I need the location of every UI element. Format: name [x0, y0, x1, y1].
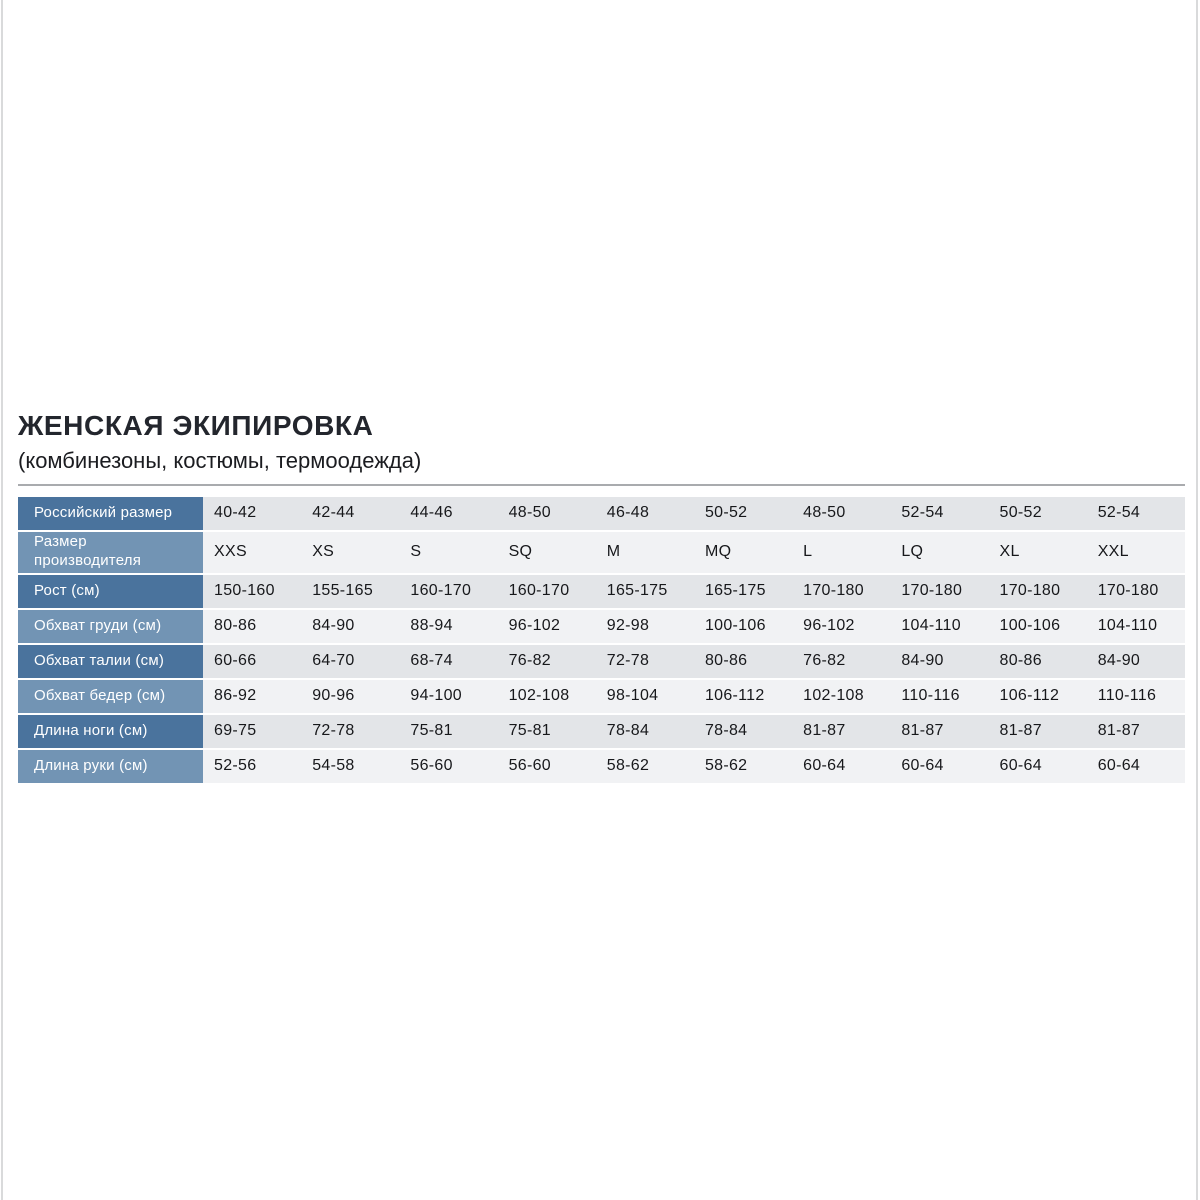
- size-cell: 106-112: [694, 680, 792, 715]
- size-cell: XL: [989, 532, 1087, 575]
- size-cell: 75-81: [498, 715, 596, 750]
- row-label: Размер производителя: [18, 532, 203, 575]
- size-cell: 170-180: [890, 575, 988, 610]
- size-cell: 81-87: [792, 715, 890, 750]
- row-label: Обхват груди (см): [18, 610, 203, 645]
- size-cell: 170-180: [1087, 575, 1185, 610]
- row-label: Длина руки (см): [18, 750, 203, 785]
- size-cell: 80-86: [989, 645, 1087, 680]
- size-cell: 72-78: [596, 645, 694, 680]
- size-cell: 81-87: [890, 715, 988, 750]
- size-chart-section: [18, 411, 1185, 785]
- size-cell: 64-70: [301, 645, 399, 680]
- size-cell: 98-104: [596, 680, 694, 715]
- divider-line: [18, 484, 1185, 486]
- row-label: Обхват талии (см): [18, 645, 203, 680]
- size-cell: 110-116: [890, 680, 988, 715]
- size-cell: 50-52: [694, 497, 792, 532]
- size-cell: 54-58: [301, 750, 399, 785]
- size-cell: 72-78: [301, 715, 399, 750]
- size-cell: 78-84: [694, 715, 792, 750]
- size-cell: 170-180: [792, 575, 890, 610]
- size-cell: 165-175: [694, 575, 792, 610]
- size-cell: SQ: [498, 532, 596, 575]
- size-cell: 60-64: [890, 750, 988, 785]
- size-cell: 76-82: [792, 645, 890, 680]
- size-cell: 52-54: [890, 497, 988, 532]
- size-cell: 58-62: [694, 750, 792, 785]
- table-row: [18, 575, 1185, 610]
- table-row: [18, 715, 1185, 750]
- size-cell: 160-170: [498, 575, 596, 610]
- size-cell: 60-66: [203, 645, 301, 680]
- size-cell: 90-96: [301, 680, 399, 715]
- page-left-border: [1, 0, 3, 1200]
- size-cell: 81-87: [1087, 715, 1185, 750]
- size-cell: 40-42: [203, 497, 301, 532]
- size-cell: 170-180: [989, 575, 1087, 610]
- size-cell: 165-175: [596, 575, 694, 610]
- size-cell: 100-106: [989, 610, 1087, 645]
- size-cell: 104-110: [890, 610, 988, 645]
- size-cell: 84-90: [890, 645, 988, 680]
- table-row: [18, 532, 1185, 575]
- size-cell: 52-54: [1087, 497, 1185, 532]
- size-cell: 50-52: [989, 497, 1087, 532]
- size-cell: 56-60: [498, 750, 596, 785]
- size-cell: 88-94: [399, 610, 497, 645]
- row-label: Рост (см): [18, 575, 203, 610]
- size-cell: LQ: [890, 532, 988, 575]
- size-cell: L: [792, 532, 890, 575]
- row-label: Российский размер: [18, 497, 203, 532]
- size-cell: 80-86: [694, 645, 792, 680]
- size-cell: XXL: [1087, 532, 1185, 575]
- size-cell: 78-84: [596, 715, 694, 750]
- size-cell: 92-98: [596, 610, 694, 645]
- size-cell: 84-90: [301, 610, 399, 645]
- table-row: [18, 610, 1185, 645]
- size-cell: 60-64: [792, 750, 890, 785]
- size-cell: 75-81: [399, 715, 497, 750]
- size-cell: 100-106: [694, 610, 792, 645]
- size-cell: 80-86: [203, 610, 301, 645]
- size-cell: 60-64: [1087, 750, 1185, 785]
- size-cell: 96-102: [498, 610, 596, 645]
- size-cell: XS: [301, 532, 399, 575]
- size-cell: 44-46: [399, 497, 497, 532]
- page-subtitle: (комбинезоны, костюмы, термоодежда): [18, 448, 422, 474]
- size-cell: 60-64: [989, 750, 1087, 785]
- size-cell: 81-87: [989, 715, 1087, 750]
- size-cell: 150-160: [203, 575, 301, 610]
- size-cell: 48-50: [792, 497, 890, 532]
- size-cell: 42-44: [301, 497, 399, 532]
- size-cell: 69-75: [203, 715, 301, 750]
- page-right-border: [1196, 0, 1198, 1200]
- size-cell: 86-92: [203, 680, 301, 715]
- table-row: [18, 750, 1185, 785]
- size-cell: S: [399, 532, 497, 575]
- size-cell: 106-112: [989, 680, 1087, 715]
- size-cell: 46-48: [596, 497, 694, 532]
- size-cell: 104-110: [1087, 610, 1185, 645]
- table-row: [18, 645, 1185, 680]
- size-cell: 160-170: [399, 575, 497, 610]
- table-row: [18, 680, 1185, 715]
- size-cell: 102-108: [792, 680, 890, 715]
- size-cell: 94-100: [399, 680, 497, 715]
- size-cell: 76-82: [498, 645, 596, 680]
- size-cell: 52-56: [203, 750, 301, 785]
- size-cell: 96-102: [792, 610, 890, 645]
- size-cell: XXS: [203, 532, 301, 575]
- size-cell: M: [596, 532, 694, 575]
- row-label: Длина ноги (см): [18, 715, 203, 750]
- size-cell: 48-50: [498, 497, 596, 532]
- size-cell: 68-74: [399, 645, 497, 680]
- table-row: [18, 497, 1185, 532]
- size-cell: 110-116: [1087, 680, 1185, 715]
- size-cell: MQ: [694, 532, 792, 575]
- size-table-body: [18, 497, 1185, 785]
- page-title: ЖЕНСКАЯ ЭКИПИРОВКА: [18, 410, 374, 441]
- size-cell: 84-90: [1087, 645, 1185, 680]
- size-table: [18, 497, 1185, 785]
- size-cell: 102-108: [498, 680, 596, 715]
- size-cell: 56-60: [399, 750, 497, 785]
- size-cell: 58-62: [596, 750, 694, 785]
- row-label: Обхват бедер (см): [18, 680, 203, 715]
- size-cell: 155-165: [301, 575, 399, 610]
